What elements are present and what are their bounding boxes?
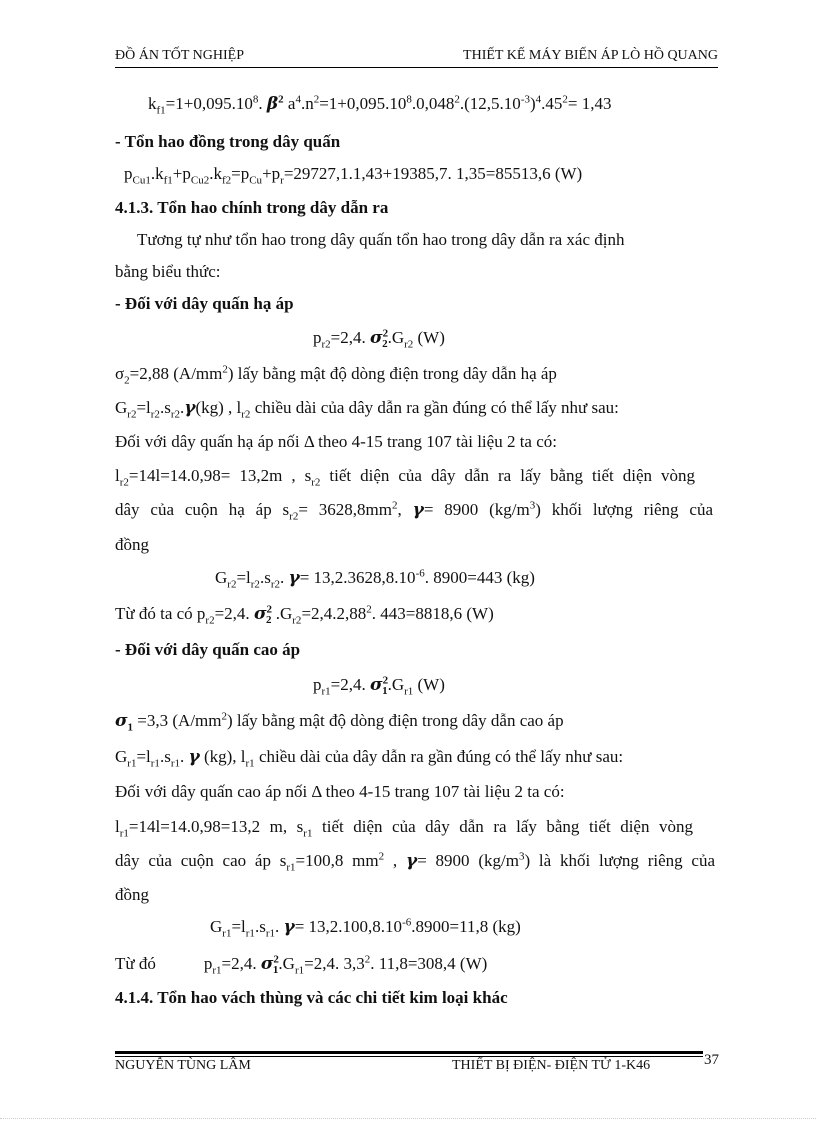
- section-4-1-3-heading: 4.1.3. Tổn hao chính trong dây dẫn ra: [115, 198, 389, 217]
- lr1-line: $l_{r1}=14l=14.0,98=13,2$ m, $s_{r1}$ tiết diện của dây dẫn ra lấy bằng tiết diện vòng: [115, 817, 693, 840]
- section-4-1-4-heading: 4.1.4. Tổn hao vách thùng và các chi tiết kim loại khác: [115, 988, 508, 1007]
- lr2-line-2: dây của cuộn hạ áp $s_{r2}= 3628,8mm^2$, γ= 8900 $(kg/m^3)$ khối lượng riêng của: [115, 499, 713, 523]
- page-bottom-edge: [0, 1118, 816, 1119]
- pr2-result: Từ đó ta có $p_{r2}=2,4$. $\sigma^2_2$ $.G_{r2}=2,4.2,88^2$. 443=8818,6 (W): [115, 603, 494, 627]
- lr1-line-2: dây của cuộn cao áp $s_{r1}=100,8$ $mm^2$ , γ= 8900 $(kg/m^3)$ là khối lượng riêng của: [115, 850, 716, 874]
- gr1-calculation: $G_{r1}=l_{r1}.s_{r1}$. $\gamma= 13,2.100,8.10^{-6}.8900=11,8$ (kg): [210, 916, 521, 940]
- word-copper-2: đồng: [115, 885, 149, 904]
- gr2-definition: $G_{r2}=l_{r2}.s_{r2}.\gamma(kg)$ , $l_{r2}$ chiều dài của dây dẫn ra gần đúng có thể lấy như sau:: [115, 398, 619, 421]
- footer-right: THIẾT BỊ ĐIỆN- ĐIỆN TỬ 1-K46: [452, 1058, 651, 1073]
- pcu-formula: $p_{Cu1}.k_{f1}+p_{Cu2}.k_{f2}=p_{Cu}+p_r=29727,1.1,43+19385,7$. 1,35=85513,6 (W): [124, 164, 583, 187]
- lr2-line: $l_{r2}=14l=14.0,98= 13,2m$ , $s_{r2}$ tiết diện của dây dẫn ra lấy bằng tiết diện vòng: [115, 466, 695, 489]
- header-left: ĐỒ ÁN TỐT NGHIỆP: [115, 48, 244, 63]
- heading-low-voltage-winding: - Đối với dây quấn hạ áp: [115, 294, 294, 313]
- paragraph-line-1: Tương tự như tổn hao trong dây quấn tổn hao trong dây dẫn ra xác định: [137, 230, 625, 249]
- pr1-result: Từ đó $p_{r1}=2,4$. $\sigma^2_1.G_{r1}=2,4$. $3,3^2$. 11,8=308,4 (W): [115, 953, 488, 977]
- page-number: 37: [704, 1052, 719, 1068]
- gr2-calculation: $G_{r2}=l_{r2}.s_{r2}$. $\gamma= 13,2.3628,8.10^{-6}$. 8900=443 (kg): [215, 567, 535, 591]
- footer-left: NGUYỄN TÙNG LÂM: [115, 1058, 251, 1073]
- footer-rule-thick: [115, 1051, 703, 1054]
- high-voltage-reference: Đối với dây quấn cao áp nối Δ theo 4-15 trang 107 tài liệu 2 ta có:: [115, 782, 565, 801]
- heading-copper-loss: - Tổn hao đồng trong dây quấn: [115, 132, 341, 151]
- pr2-formula: $p_{r2}=2,4$. $\sigma^2_2.G_{r2}$ (W): [313, 327, 445, 351]
- kf1-formula: $k_{f1}=1+0,095.10^8$. $\beta^2$ $a^4.n^2=1+0,095.10^8.0,048^2.(12,5.10^{-3})^4.45^2= 1,43$: [148, 93, 612, 117]
- paragraph-line-2: bằng biểu thức:: [115, 262, 221, 281]
- page-header: [115, 48, 718, 68]
- pr1-formula: $p_{r1}=2,4$. $\sigma^2_1.G_{r1}$ (W): [313, 674, 445, 698]
- header-rule: [115, 67, 718, 68]
- heading-high-voltage-winding: - Đối với dây quấn cao áp: [115, 640, 301, 659]
- sigma2-line: $\sigma_2=2,88$ $(A/mm^2)$ lấy bằng mật độ dòng điện trong dây dẫn hạ áp: [115, 363, 557, 387]
- header-right: THIẾT KẾ MÁY BIẾN ÁP LÒ HỒ QUANG: [463, 48, 718, 63]
- gr1-definition: $G_{r1}=l_{r1}.s_{r1}$. γ (kg), $l_{r1}$ chiều dài của dây dẫn ra gần đúng có thể lấy như sau:: [115, 747, 624, 770]
- low-voltage-reference: Đối với dây quấn hạ áp nối Δ theo 4-15 trang 107 tài liệu 2 ta có:: [115, 432, 557, 451]
- footer-rule-thin: [115, 1056, 703, 1057]
- sigma1-line: $\sigma_1 =3,3$ $(A/mm^2)$ lấy bằng mật độ dòng điện trong dây dẫn cao áp: [115, 710, 564, 734]
- word-copper: đồng: [115, 535, 149, 554]
